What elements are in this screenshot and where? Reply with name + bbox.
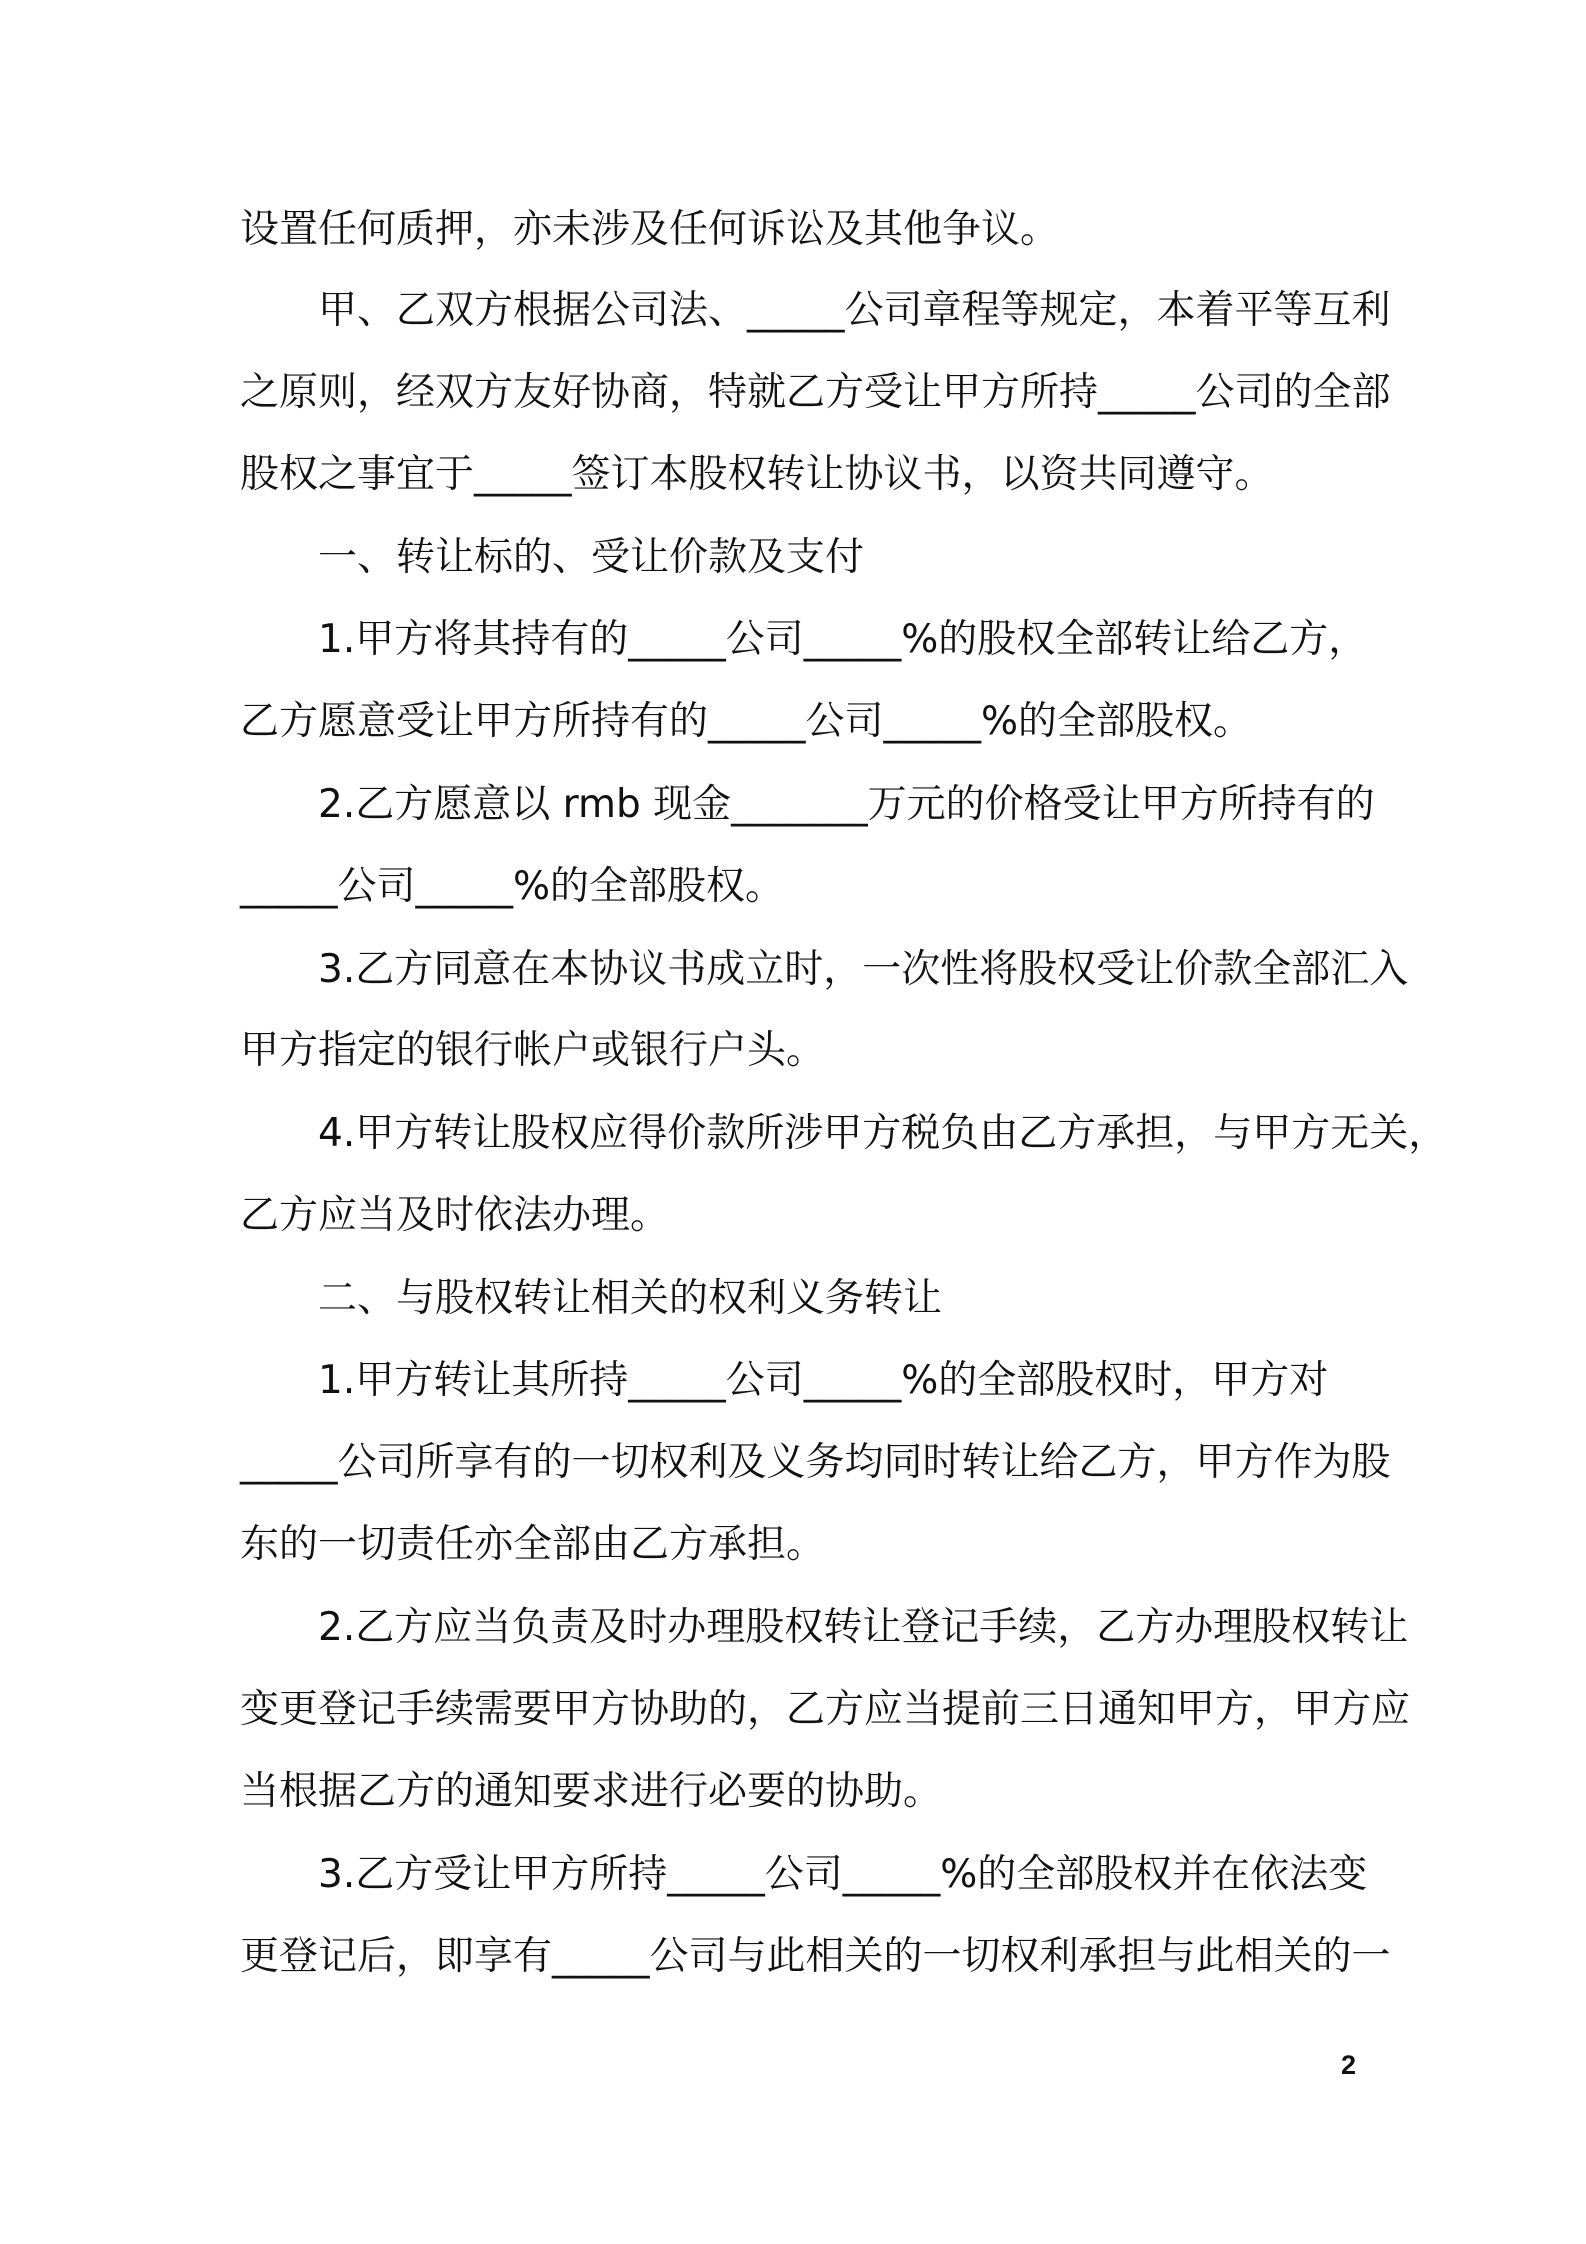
- text-line: 1.甲方转让其所持_____公司_____%的全部股权时，甲方对: [318, 1358, 1329, 1403]
- text-line: 4.甲方转让股权应得价款所涉甲方税负由乙方承担，与甲方无关，: [318, 1111, 1448, 1156]
- text-line: 3.乙方受让甲方所持_____公司_____%的全部股权并在依法变: [318, 1852, 1368, 1897]
- text-line: 之原则，经双方友好协商，特就乙方受让甲方所持_____公司的全部: [240, 370, 1391, 415]
- text-line: 甲、乙双方根据公司法、_____公司章程等规定，本着平等互利: [318, 288, 1391, 333]
- section-heading: 一、转让标的、受让价款及支付: [318, 535, 865, 580]
- text-line: 变更登记手续需要甲方协助的，乙方应当提前三日通知甲方，甲方应: [240, 1687, 1411, 1732]
- text-line: 乙方愿意受让甲方所持有的_____公司_____%的全部股权。: [240, 699, 1253, 744]
- text-line: 1.甲方将其持有的_____公司_____%的股权全部转让给乙方，: [318, 617, 1368, 662]
- text-line: 当根据乙方的通知要求进行必要的协助。: [240, 1769, 943, 1814]
- text-line: 更登记后，即享有_____公司与此相关的一切权利承担与此相关的一: [240, 1934, 1391, 1979]
- text-line: 乙方应当及时依法办理。: [240, 1193, 670, 1238]
- text-line: _____公司_____%的全部股权。: [240, 864, 785, 909]
- text-line: 2.乙方愿意以 rmb 现金_______万元的价格受让甲方所持有的: [318, 782, 1375, 827]
- text-line: 2.乙方应当负责及时办理股权转让登记手续，乙方办理股权转让: [318, 1605, 1409, 1650]
- text-line: 设置任何质押，亦未涉及任何诉讼及其他争议。: [240, 207, 1060, 252]
- text-line: _____公司所享有的一切权利及义务均同时转让给乙方，甲方作为股: [240, 1440, 1391, 1485]
- text-line: 3.乙方同意在本协议书成立时，一次性将股权受让价款全部汇入: [318, 947, 1409, 992]
- text-line: 东的一切责任亦全部由乙方承担。: [240, 1522, 826, 1567]
- text-line: 甲方指定的银行帐户或银行户头。: [240, 1028, 826, 1073]
- text-line: 股权之事宜于_____签订本股权转让协议书，以资共同遵守。: [240, 452, 1274, 497]
- page-number: 2: [1340, 2050, 1356, 2080]
- section-heading: 二、与股权转让相关的权利义务转让: [318, 1276, 943, 1321]
